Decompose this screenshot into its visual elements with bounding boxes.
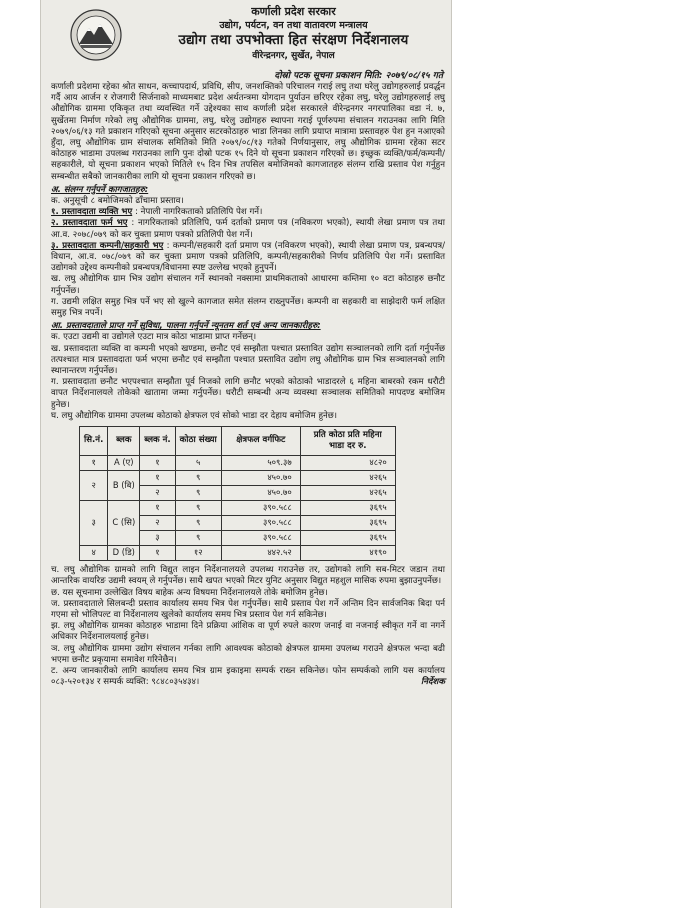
table-header-row [80,427,396,456]
section-aa-heading: आ. प्रस्तावदाताले प्राप्त गर्ने सुविधा, पालना गर्नुपर्ने न्यूनतम शर्त एवं अन्य जानकारीहरु: [51,321,321,332]
list-item: क. एउटा उद्यमी वा उद्योगले एउटा मात्र कोठा भाडामा प्राप्त गर्नेछन्। [51,332,257,343]
intro-paragraph: कर्णाली प्रदेशमा रहेका श्रोत साधन, कच्चापदार्थ, प्रविधि, सीप, जनशक्तिको परिचालन गराई लघु तथा घरेलु उद्योगहरुलाई प्रवर्द्धन गर्दै आय आर्जन र रोजगारी सिर्जनाको माध्यमबाट प्रदेश अर्थतन्त्रमा योगदान पुर्याउन छरिएर रहेका लघु, घरेलु उद्योगहरुलाई लघु औद्योगिक ग्राममा एकिकृत तथा व्यवस्थित गर्ने उद्देश्यका साथ कर्णाली प्रदेश सरकारले वीरेन्द्रनगर नगरपालिका वडा नं. ७, सुर्खेतमा निर्माण गरेको लघु औद्योगिक ग्राममा, लघु, घरेलु उद्योगहरु स्थापना गराई पूर्णरुपमा संचालन गराउनका लागि मिति २०७९/०६/१३ गते प्रकाशन गरिएको सूचना अनुसार सटरकोठाहरु भाडा लिनका लागि प्रयाप्त मात्रामा प्रस्तावहरु पेश हुन नआएको हुँदा, लघु औद्योगिक ग्राम संचालक समितिको मिति २०७९/०८/१३ गतेको निर्णयानुसार, लघु औद्योगिक ग्राममा रहेका सटर कोठाहरु भाडामा उपलब्ध गराउनका लागि पुनः दोस्रो पटक १५ दिने यो सूचना प्रकाशन गरिएको छ। इच्छुक व्यक्ति/फर्म/कम्पनी/ सहकारीले, यो सूचना प्रकाशन भएको मितिले १५ दिन भित्र तपसिल बमोजिमको कागजातहरु संलग्न राखि प्रस्ताव पेश गर्नुहुन सम्बन्धीत सबैको जानकारीका लागि यो सूचना प्रकाशन गरिएको छ। [51,82,445,182]
list-item: घ. लघु औद्योगिक ग्राममा उपलब्ध कोठाको क्षेत्रफल एवं सोको भाडा दर देहाय बमोजिम हुनेछ। [51,410,338,421]
footer-contact: ट. अन्य जानकारीको लागि कार्यालय समय भित्र ग्राम इकाइमा सम्पर्क राख्न सकिनेछ। फोन सम्पर्कको लागि यस कार्यालय ०८३-५२०१३४ र सम्पर्क व्यक्ति: ९८४८०३५४३४। निर्देशक [51,665,445,688]
col-rooms: कोठा संख्या [175,427,221,456]
section-a-heading: अ. संलग्न गर्नुपर्ने कागजातहरु: [51,184,149,195]
col-area: क्षेत्रफल वर्गफिट [221,427,300,456]
notice-date: दोस्रो पटक सूचना प्रकाशन मिति: २०७९/०८/१५ गते [274,71,443,81]
list-item: ग. उद्यमी लक्षित समुह भित्र पर्ने भए सो खुल्ने कागजात समेत संलग्न राख्नुपर्नेछ। कम्पनी वा सहकारी वा साझेदारी फर्म लक्षित समुह भित्र नपर्ने। [51,296,445,319]
table-row: २ B (बि) १ ९ ४५०.७० ४२६५ [80,471,396,486]
table-row: २ ९ ४५०.७० ४२६५ [80,486,396,501]
notice-body [41,82,451,688]
list-item: च. लघु औद्योगिक ग्रामको लागि विद्युत लाइन निर्देशनालयले उपलब्ध गराउनेछ तर, उद्योगको लागि सब-मिटर जडान तथा आन्तरिक वायरिङ उद्यमी स्वयम् ले गर्नुपर्नेछ। साथै खपत भएको मिटर युनिट अनुसार विद्युत महशुल मासिक रुपमा बुझाउनुपर्नेछ। [51,565,445,587]
list-item: झ. लघु औद्योगिक ग्रामका कोठाहरु भाडामा दिने प्रक्रिया आंशिक वा पूर्ण रुपले कारण जनाई वा नजनाई स्वीकृत गर्ने वा नगर्ने अधिकार निर्देशनालयलाई हुनेछ। [51,621,445,643]
list-item: ख. प्रस्तावदाता व्यक्ति वा कम्पनी भएको खण्डमा, छनौट एवं सम्झौता पश्चात प्रस्तावित उद्योग सञ्चालनको लागि दर्ता गर्नुपर्नेछ तत्पश्चात मात्र प्रस्तावदाता फर्म भएमा छनौट एवं सम्झौता पश्चात प्रस्तावित उद्योग लघु औद्योगिक ग्राम भित्र सञ्चालनको लागि स्थानान्तरण गर्नुपर्नेछ। [51,343,445,377]
list-item: छ. यस सूचनामा उल्लेखित विषय बाहेक अन्य विषयमा निर्देशनालयले तोके बमोजिम हुनेछ। [51,587,328,598]
directorate-title: उद्योग तथा उपभोक्ता हित संरक्षण निर्देशनालय [178,32,409,48]
notice-header [41,0,451,64]
list-item: ख. लघु औद्योगिक ग्राम भित्र उद्योग संचालन गर्ने स्थानको नक्सामा प्राथमिकताको आधारमा कम्तिमा १० वटा कोठाहरु छनौट गर्नुपर्नेछ। [51,274,445,296]
list-item: ग. प्रस्तावदाता छनौट भएपश्चात सम्झौता पूर्व निजको लागि छनौट भएको कोठाको भाडादरले ६ महिना बाबरको रकम धरौटी वापत निर्देशनालयले तोकेको खातामा जम्मा गर्नुपर्नेछ। धरौटी सम्बन्धी अन्य व्यवस्था सञ्चालक समितिको मापदण्ड बमोजिम हुनेछ। [51,377,445,410]
col-sn: सि.नं. [80,427,108,456]
signer: निर्देशक [420,677,445,688]
col-block-no: ब्लक नं. [140,427,175,456]
list-item: क. अनुसूची ८ बमोजिमको ढाँचामा प्रस्ताव। [51,196,184,207]
list-item: ज. प्रस्तावदाताले सिलबन्दी प्रस्ताव कार्यालय समय भित्र पेश गर्नुपर्नेछ। साथै प्रस्ताव पेश गर्ने अन्तिम दिन सार्वजनिक बिदा पर्न गएमा सो भोलिपल्ट वा निर्देशनालय खुलेको कार्यालय समय भित्र प्रस्ताव पेश गर्न सकिनेछ। [51,598,445,620]
list-item: १. प्रस्तावदाता व्यक्ति भए : नेपाली नागरिकताको प्रतिलिपि पेश गर्ने। [51,207,263,218]
list-item: ३. प्रस्तावदाता कम्पनी/सहकारी भए : कम्पनी/सहकारी दर्ता प्रमाण पत्र (नविकरण भएको), स्थायी लेखा प्रमाण पत्र, प्रबन्धपत्र/विधान, आ.व. ०७८/०७९ को कर चुक्ता प्रमाण पत्रको प्रतिलिपि, कम्पनी/सहकारीको निर्णय प्रतिलिपि पेश गर्ने। प्रस्तावित उद्योगको उद्देश्य कम्पनीको प्रबन्धपत्र/विधानमा स्पष्ट उल्लेख भएको हुनुपर्ने। [51,240,445,274]
ministry-name: उद्योग, पर्यटन, वन तथा वातावरण मन्त्रालय [219,20,368,31]
table-row: ३ C (सि) १ ९ ३९०.५८८ ३६९५ [80,501,396,516]
table-row: ३ ९ ३९०.५८८ ३६९५ [80,531,396,546]
list-item: २. प्रस्तावदाता फर्म भए : नागरिकताको प्रतिलिपि, फर्म दर्ताको प्रमाण पत्र (नविकरण भएको), स्थायी लेखा प्रमाण पत्र तथा आ.व. २०७८/०७९ को कर चुक्ता प्रमाण पत्रको प्रतिलिपी पेश गर्ने। [51,218,445,240]
newspaper-clipping [40,0,452,908]
gov-name: कर्णाली प्रदेश सरकार [251,5,336,18]
address: वीरेन्द्रनगर, सुर्खेत, नेपाल [252,51,335,61]
col-block: ब्लक [108,427,140,456]
table-row: १ A (ए) १ ५ ५०९.३७ ४८२० [80,456,396,471]
emblem-icon [69,8,123,62]
table-row: ४ D (डि) १ १२ ४४२.५२ ४१९० [80,546,396,561]
rent-table [79,426,396,561]
table-row: २ ९ ३९०.५८८ ३६९५ [80,516,396,531]
col-rate: प्रति कोठा प्रति महिना भाडा दर रु. [300,427,395,456]
list-item: ञ. लघु औद्योगिक ग्राममा उद्योग संचालन गर्नका लागि आवश्यक कोठाको क्षेत्रफल ग्राममा उपलब्ध गराउने क्षेत्रफल भन्दा बढी भएमा छनौट प्रकृयामा समावेश गरिनेछैन। [51,643,445,665]
